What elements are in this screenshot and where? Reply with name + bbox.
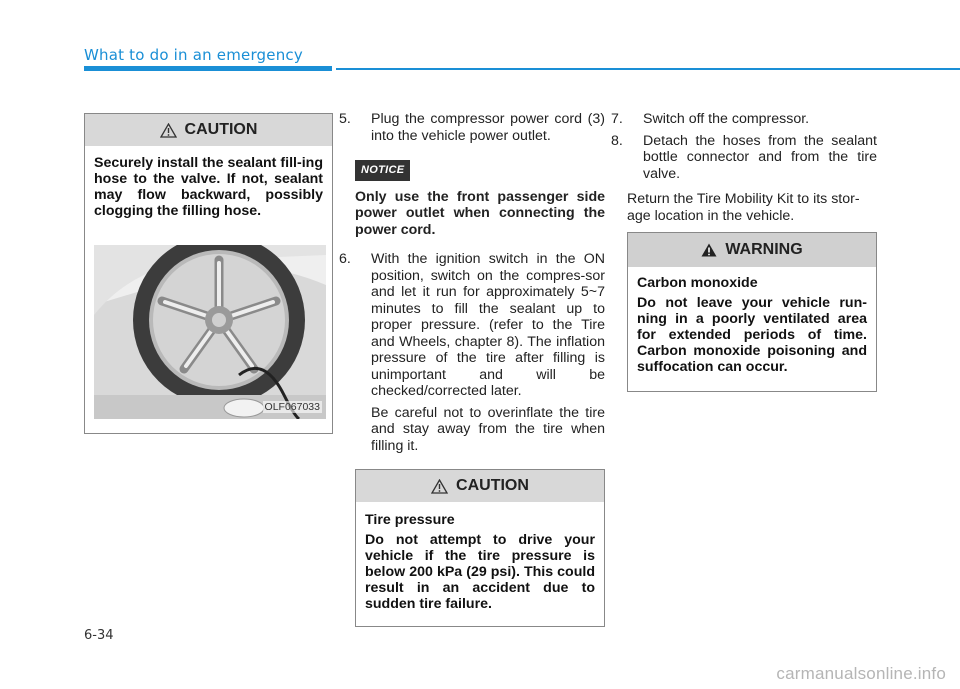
caution-body (356, 502, 604, 624)
warning-header (628, 233, 876, 267)
warning-text: Do not leave your vehicle run-ning in a poorly ventilated area for extended periods of time. Carbon monoxide poisoning and suffocation can occur. (637, 295, 867, 375)
header-rule-thin (336, 68, 960, 70)
step-8-text: Detach the hoses from the sealant bottle connector and from the tire valve. (643, 132, 877, 182)
image-code: OLF067033 (264, 401, 320, 413)
right-column (611, 111, 877, 224)
header-rule-thick (84, 66, 332, 71)
step-7 (611, 111, 877, 128)
caution-header (85, 114, 332, 146)
step-6-number: 6. (339, 251, 351, 267)
caution-text: Do not attempt to drive your vehicle if the tire pressure is below 200 kPa (29 psi). This could result in an accident due to sudden tire failure. (365, 532, 595, 612)
return-text: Return the Tire Mobility Kit to its stor-age location in the vehicle. (627, 191, 860, 224)
step-7-number: 7. (611, 111, 623, 127)
section-title: What to do in an emergency (84, 46, 303, 64)
caution-title: Tire pressure (365, 512, 455, 528)
caution-text: Securely install the sealant fill-ing hose to the valve. If not, sealant may flow backward, possibly clogging the filling hose. (94, 155, 323, 219)
watermark: carmanualsonline.info (776, 664, 946, 683)
middle-column (339, 111, 605, 454)
tire-illustration (94, 245, 326, 419)
step-8 (611, 132, 877, 183)
tire-sealant-photo (94, 245, 326, 419)
step-6-extra: Be careful not to overinflate the tire and stay away from the tire when filling it. (371, 404, 605, 454)
notice-badge: NOTICE (355, 160, 410, 181)
caution-heading: CAUTION (184, 121, 258, 138)
warning-heading: WARNING (725, 241, 803, 258)
step-5 (339, 111, 605, 144)
notice-text: Only use the front passenger side power outlet when connecting the power cord. (355, 188, 605, 238)
caution-box-tire-pressure (355, 469, 605, 627)
warning-title: Carbon monoxide (637, 275, 758, 291)
caution-triangle-icon (160, 123, 177, 138)
step-5-number: 5. (339, 111, 351, 127)
step-5-text: Plug the compressor power cord (3) into the vehicle power outlet. (371, 111, 605, 144)
caution-triangle-icon (431, 479, 448, 494)
warning-triangle-icon (701, 243, 717, 257)
step-6-text: With the ignition switch in the ON position, switch on the compres-sor and let it run for approximately 5~7 minutes to fill the sealant up to proper pressure. (refer to the Tire and Wheels, chapter 8). The inflation pressure of the tire after filling is unimportant and will be checked/corrected later. (371, 251, 605, 399)
warning-box-carbon-monoxide (627, 232, 877, 392)
caution-heading: CAUTION (456, 477, 529, 494)
caution-box-sealant (84, 113, 333, 434)
caution-header (356, 470, 604, 502)
step-8-number: 8. (611, 132, 623, 149)
page-number: 6-34 (84, 628, 114, 643)
warning-body (628, 267, 876, 387)
step-6 (339, 251, 605, 400)
step-7-text: Switch off the compressor. (643, 111, 810, 127)
